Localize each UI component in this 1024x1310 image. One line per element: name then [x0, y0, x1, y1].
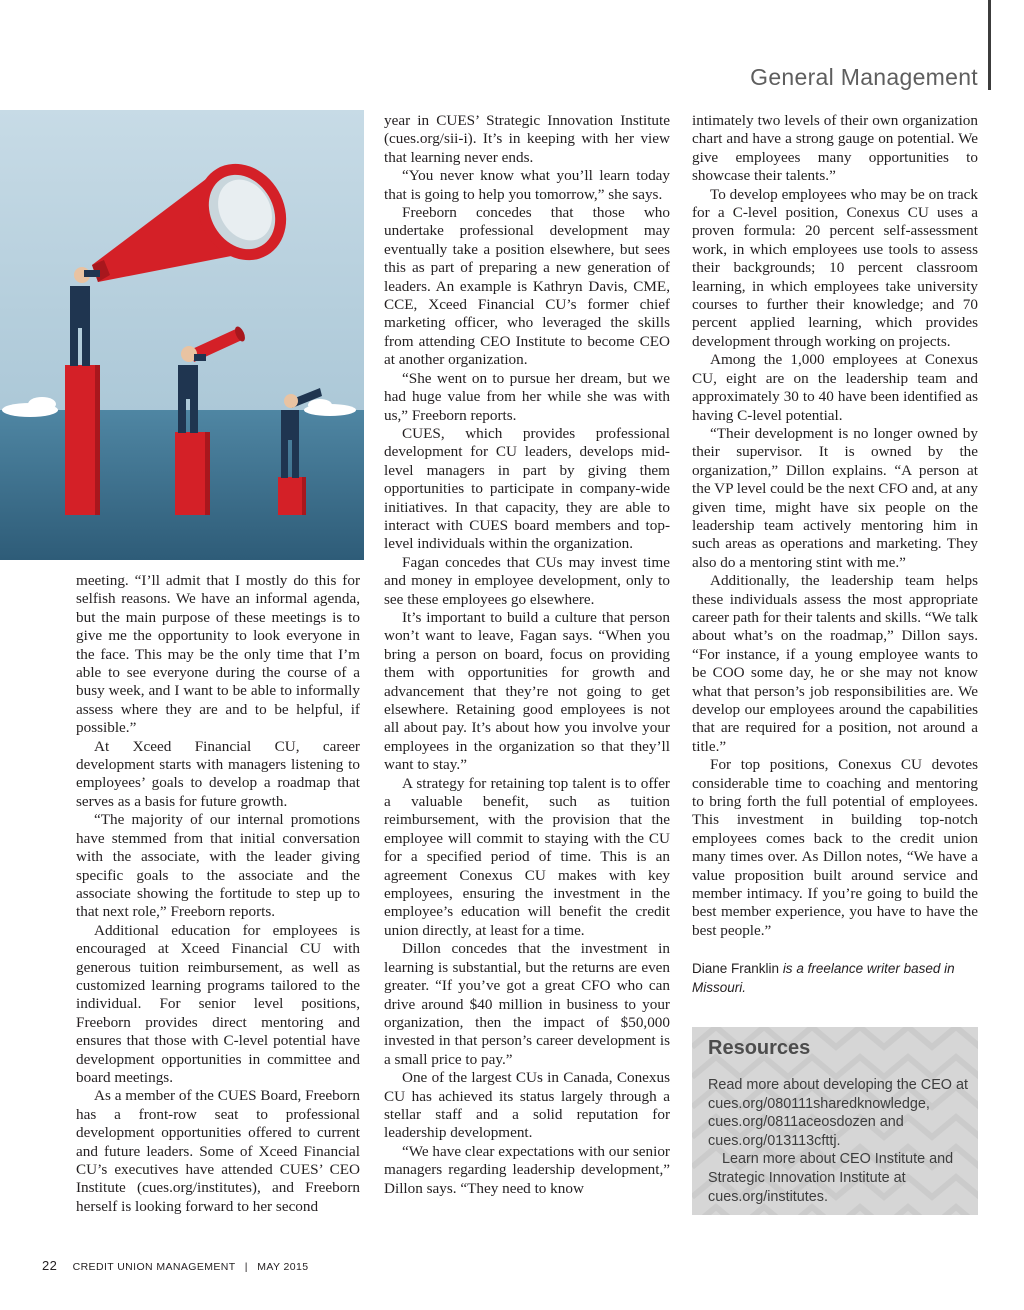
article-paragraph: “Their development is no longer owned by their supervisor. It is owned by the organization,” Dillon explains. “A person at the VP level could be the next CFO and, at any given time, might have six people on the leadership team actively mentoring him in such areas as operations and marketing. They also do a mentoring stint with me.”	[692, 424, 978, 571]
resources-paragraph-2: Learn more about CEO Institute and Strategic Innovation Institute at cues.org/institutes.	[708, 1151, 954, 1205]
page-footer	[42, 1258, 308, 1273]
article-paragraph: Among the 1,000 employees at Conexus CU, eight are on the leadership team and approximately 30 to 40 have been identified as having C-level potential.	[692, 351, 978, 424]
article-paragraph: Additionally, the leadership team helps these individuals assess the most appropriate career path for their talents and skills. “We talk about what’s on the roadmap,” Dillon says. “For instance, if a young employee wants to be COO some day, he or she may not know what that person’s job responsibilities are. We develop our employees around the capabilities that are required for a position, not around a title.”	[692, 572, 978, 755]
article-paragraph: “The majority of our internal promotions have stemmed from that initial conversation with the associate, with the leader giving specific goals to the associate and the associate showing the fortitude to step up to that next role,” Freeborn reports.	[76, 811, 360, 921]
article-column-2	[384, 112, 670, 1222]
article-paragraph: CUES, which provides professional development for CU leaders, develops mid-level managers in part by giving them opportunities to participate in company-wide initiatives. In that capacity, they are able to interact with CUES board members and top-level individuals within the organization.	[384, 424, 670, 553]
author-bio: is a freelance writer based in Missouri.	[692, 961, 955, 995]
megaphone-telescope-illustration	[0, 110, 364, 560]
resources-box	[692, 1027, 978, 1215]
article-paragraph: A strategy for retaining top talent is to offer a valuable benefit, such as tuition reimbursement, with the provision that the employee will commit to staying with the CU for a specified period of time. This is an agreement Conexus CU makes with key employees, ensuring the investment in the employee’s education will benefit the credit union directly, at least for a time.	[384, 774, 670, 939]
article-paragraph: meeting. “I’ll admit that I mostly do this for selfish reasons. We have an informal agenda, but the main purpose of these meetings is to give me the opportunity to look everyone in the face. This may be the only time that I’m able to see everyone during the course of a busy week, and I want to be able to informally assess where they are and to be helpful, if possible.”	[76, 572, 360, 737]
article-paragraph: intimately two levels of their own organization chart and have a strong gauge on potential. We give employees many opportunities to showcase their talents.”	[692, 112, 978, 185]
article-column-1	[76, 572, 360, 1222]
resources-paragraph-1: Read more about developing the CEO at cues.org/080111sharedknowledge, cues.org/0811aceosdozen and cues.org/013113cfttj.	[708, 1077, 968, 1149]
article-paragraph: To develop employees who may be on track for a C-level position, Conexus CU uses a proven formula: 20 percent self-assessment work, in which employees use tools to assess their backgrounds; 10 percent classroom learning, in which employees take university courses to further their knowledge; and 70 percent applied learning, which provides development through working on projects.	[692, 185, 978, 350]
article-paragraph: Fagan concedes that CUs may invest time and money in employee development, only to see these employees go elsewhere.	[384, 553, 670, 608]
publication-name: CREDIT UNION MANAGEMENT	[72, 1261, 236, 1273]
header-rule	[988, 0, 991, 90]
article-paragraph: “We have clear expectations with our senior managers regarding leadership development,” Dillon says. “They need to know	[384, 1142, 670, 1197]
article-paragraph: One of the largest CUs in Canada, Conexus CU has achieved its status largely through a stellar staff and a solid reputation for leadership development.	[384, 1069, 670, 1142]
article-paragraph: “You never know what you’ll learn today that is going to help you tomorrow,” she says.	[384, 167, 670, 203]
section-title: General Management	[750, 64, 978, 90]
author-name: Diane Franklin	[692, 961, 780, 976]
page-number: 22	[42, 1258, 58, 1273]
article-paragraph: “She went on to pursue her dream, but we had huge value from her while she was with us,” Freeborn reports.	[384, 369, 670, 424]
article-paragraph: Freeborn concedes that those who undertake professional development may eventually take a position elsewhere, but sees this as part of preparing a new generation of leaders. An example is Kathryn Davis, CME, CCE, Xceed Financial CU’s former chief marketing officer, who leveraged the skills from attending CEO Institute to become CEO at another organization.	[384, 204, 670, 369]
article-paragraph: It’s important to build a culture that person won’t want to leave, Fagan says. “When you bring a person on board, focus on providing them with opportunities for growth and advancement that they’re not going to get elsewhere. Retaining good employees is not all about pay. It’s about how you involve your employees in the organization so that they’ll want to stay.”	[384, 608, 670, 774]
author-byline	[692, 960, 978, 997]
issue-date: MAY 2015	[257, 1261, 309, 1273]
article-paragraph: Dillon concedes that the investment in learning is substantial, but the returns are even greater. “If you’ve got a great CFO who can drive around $40 million in business to your organization, then the impact of $50,000 invested in that person’s career development is a small price to pay.”	[384, 940, 670, 1068]
article-paragraph: For top positions, Conexus CU devotes considerable time to coaching and mentoring to bring forth the full potential of employees. This investment in building top-notch employees comes back to the credit union many times over. As Dillon notes, “We have a value proposition built around service and member intimacy. If you’re going to build the best member experience, you have to have the best people.”	[692, 756, 978, 939]
article-paragraph: year in CUES’ Strategic Innovation Institute (cues.org/sii-i). It’s in keeping with her view that learning never ends.	[384, 112, 670, 166]
article-column-3	[692, 112, 978, 942]
article-paragraph: Additional education for employees is encouraged at Xceed Financial CU with generous tuition reimbursement, as well as customized learning programs tailored to the individual. For senior level positions, Freeborn provides direct mentoring and ensures that those with C-level potential have development opportunities in committee and board meetings.	[76, 921, 360, 1086]
article-paragraph: As a member of the CUES Board, Freeborn has a front-row seat to professional development opportunities offered to current and future leaders. Some of Xceed Financial CU’s executives have attended CUES’ CEO Institute (cues.org/institutes), and Freeborn herself is looking forward to her second	[76, 1087, 360, 1215]
resources-title: Resources	[708, 1037, 811, 1059]
article-paragraph: At Xceed Financial CU, career development starts with managers listening to employees’ goals to develop a roadmap that serves as a basis for future growth.	[76, 737, 360, 810]
footer-separator: |	[244, 1261, 248, 1273]
